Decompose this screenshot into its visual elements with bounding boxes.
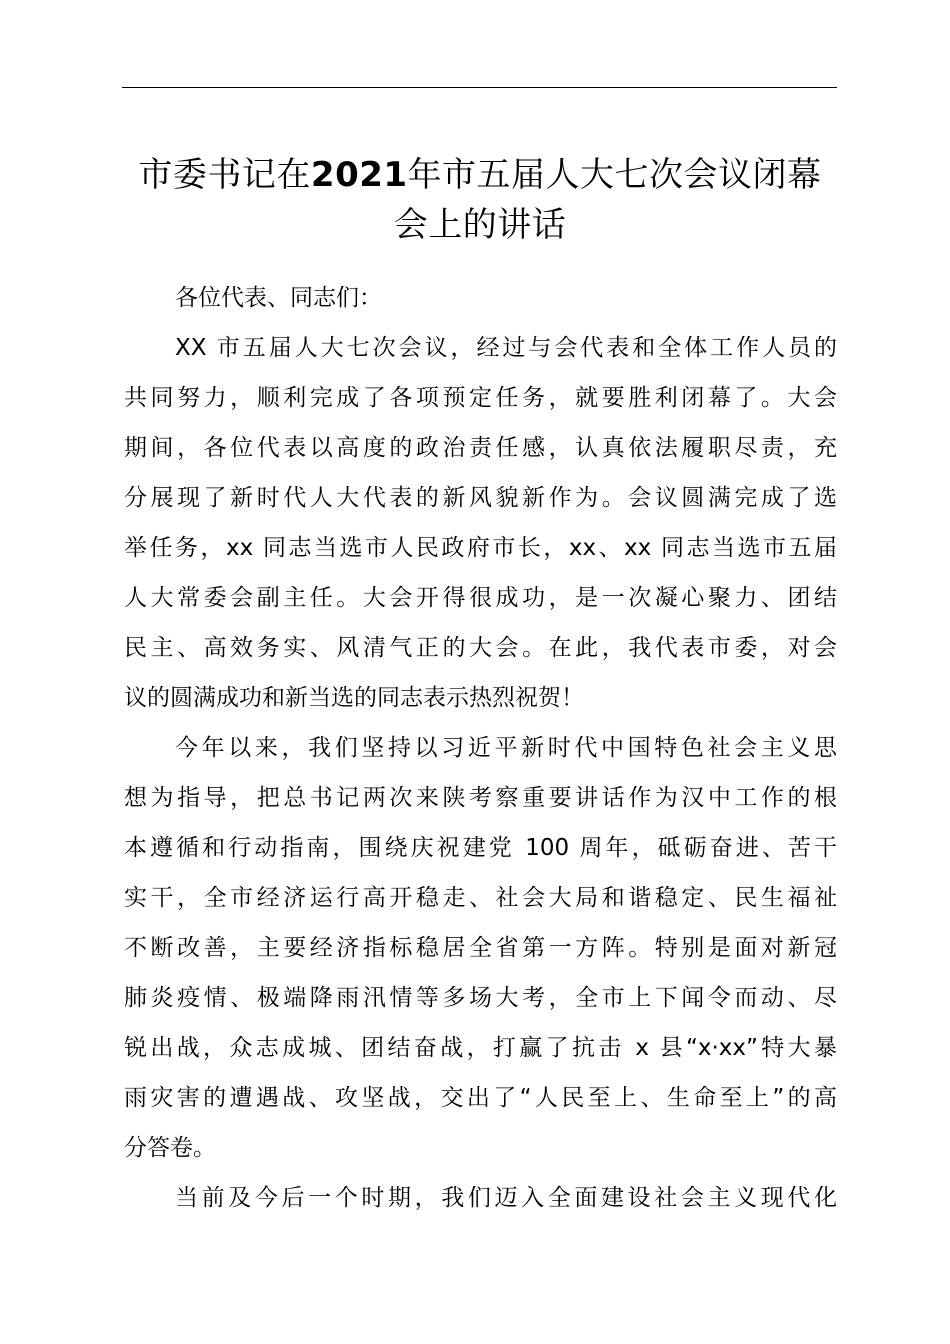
title-line-2: 会上的讲话 xyxy=(393,205,567,245)
paragraph-line: 不断改善，主要经济指标稳居全省第一方阵。特别是面对新冠 xyxy=(124,935,837,961)
paragraph-line: 人大常委会副主任。大会开得很成功，是一次凝心聚力、团结 xyxy=(124,585,837,611)
paragraph-line: 共同努力，顺利完成了各项预定任务，就要胜利闭幕了。大会 xyxy=(124,385,837,411)
document-title xyxy=(110,150,850,250)
paragraph-line: XX 市五届人大七次会议，经过与会代表和全体工作人员的 xyxy=(175,335,837,361)
paragraph-line: 实干，全市经济运行高开稳走、社会大局和谐稳定、民生福祉 xyxy=(124,885,837,911)
paragraph-line: 今年以来，我们坚持以习近平新时代中国特色社会主义思 xyxy=(175,735,837,761)
title-prefix: 市委书记在 xyxy=(138,155,311,195)
paragraph-line: 议的圆满成功和新当选的同志表示热烈祝贺！ xyxy=(124,685,584,711)
paragraph-line: 雨灾害的遭遇战、攻坚战，交出了“人民至上、生命至上”的高 xyxy=(124,1085,837,1111)
paragraph-line: 分展现了新时代人大代表的新风貌新作为。会议圆满完成了选 xyxy=(124,485,837,511)
paragraph-line: 本遵循和行动指南，围绕庆祝建党 100 周年，砥砺奋进、苦干 xyxy=(124,835,837,861)
paragraph-3 xyxy=(124,1173,837,1223)
paragraph-line: 想为指导，把总书记两次来陕考察重要讲话作为汉中工作的根 xyxy=(124,785,837,811)
paragraph-line: 期间，各位代表以高度的政治责任感，认真依法履职尽责，充 xyxy=(124,435,837,461)
document-body xyxy=(124,273,837,1223)
header-rule xyxy=(122,87,837,88)
paragraph-line: 肺炎疫情、极端降雨汛情等多场大考，全市上下闻令而动、尽 xyxy=(124,985,837,1011)
paragraph-1 xyxy=(124,323,837,723)
title-year: 2021 xyxy=(310,155,408,195)
salutation: 各位代表、同志们： xyxy=(175,285,382,311)
paragraph-line: 当前及今后一个时期，我们迈入全面建设社会主义现代化 xyxy=(175,1185,837,1211)
title-suffix: 年市五届人大七次会议闭幕 xyxy=(407,155,822,195)
title-line-1 xyxy=(110,150,850,200)
paragraph-line: 举任务，xx 同志当选市人民政府市长，xx、xx 同志当选市五届 xyxy=(124,535,837,561)
paragraph-2 xyxy=(124,723,837,1173)
paragraph-line: 民主、高效务实、风清气正的大会。在此，我代表市委，对会 xyxy=(124,635,837,661)
paragraph-line: 锐出战，众志成城、团结奋战，打赢了抗击 x 县“x·xx”特大暴 xyxy=(124,1035,837,1061)
paragraph-line: 分答卷。 xyxy=(124,1135,216,1161)
